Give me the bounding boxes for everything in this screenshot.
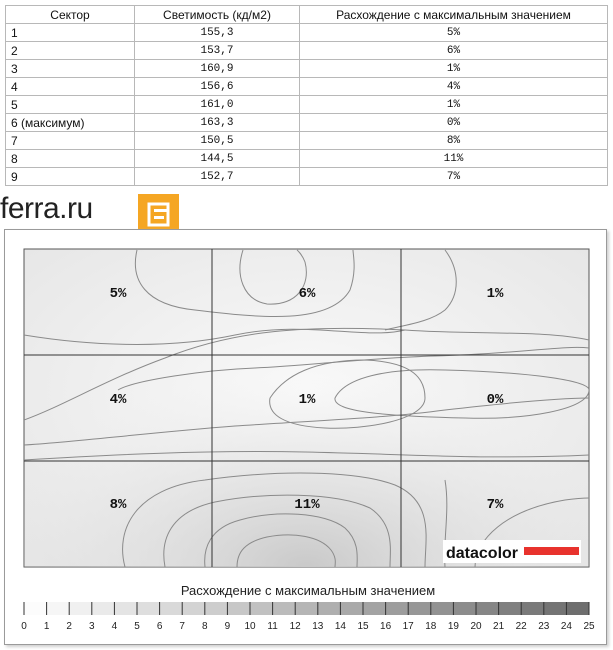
legend-tick-label: 10 [244, 621, 256, 632]
cell-luminance: 156,6 [135, 78, 300, 96]
table-row [6, 24, 608, 42]
cell-deviation: 8% [300, 132, 608, 150]
legend-swatch [182, 602, 205, 615]
legend-swatch [137, 602, 160, 615]
legend-tick-label: 13 [312, 621, 324, 632]
ferra-brand-text: ferra.ru [0, 192, 93, 225]
legend-tick-label: 11 [267, 621, 278, 632]
cell-luminance: 161,0 [135, 96, 300, 114]
legend-swatch [69, 602, 92, 615]
legend-swatch [521, 602, 544, 615]
cell-deviation: 0% [300, 114, 608, 132]
legend-tick-label: 0 [21, 621, 27, 632]
cell-sector: 3 [6, 60, 135, 78]
legend-tick-label: 24 [560, 621, 572, 632]
legend-swatch [295, 602, 318, 615]
header-luminance: Светимость (кд/м2) [135, 6, 300, 24]
sector-label-7: 8% [109, 497, 127, 513]
sector-label-9: 7% [486, 497, 504, 513]
legend-swatch [273, 602, 296, 615]
legend-tick-label: 18 [425, 621, 437, 632]
cell-deviation: 1% [300, 60, 608, 78]
legend-swatch [340, 602, 363, 615]
cell-sector: 7 [6, 132, 135, 150]
sector-label-1: 5% [109, 286, 127, 302]
table-header-row [6, 6, 608, 24]
cell-luminance: 163,3 [135, 114, 300, 132]
cell-deviation: 1% [300, 96, 608, 114]
cell-luminance: 160,9 [135, 60, 300, 78]
legend-tick-label: 21 [493, 621, 505, 632]
header-deviation: Расхождение с максимальным значением [300, 6, 608, 24]
cell-sector: 4 [6, 78, 135, 96]
legend-ticks [21, 621, 595, 632]
cell-deviation: 4% [300, 78, 608, 96]
header-sector: Сектор [6, 6, 135, 24]
legend-tick-label: 20 [470, 621, 482, 632]
legend-tick-label: 4 [111, 621, 118, 632]
legend-tick-label: 8 [202, 621, 208, 632]
legend-swatch [453, 602, 476, 615]
legend-swatch [160, 602, 183, 615]
cell-sector: 6 (максимум) [6, 114, 135, 132]
legend-tick-label: 12 [289, 621, 301, 632]
legend-swatch [24, 602, 47, 615]
sector-label-6: 0% [486, 392, 504, 408]
luminance-table [5, 5, 608, 186]
cell-luminance: 144,5 [135, 150, 300, 168]
cell-deviation: 5% [300, 24, 608, 42]
legend-swatch [499, 602, 522, 615]
legend-tick-label: 17 [402, 621, 414, 632]
table-row [6, 168, 608, 186]
cell-sector: 8 [6, 150, 135, 168]
table-row [6, 78, 608, 96]
table-row [6, 114, 608, 132]
sector-label-5: 1% [298, 392, 316, 408]
legend-tick-label: 22 [515, 621, 527, 632]
legend-tick-label: 14 [334, 621, 346, 632]
table-row [6, 132, 608, 150]
legend-swatch [250, 602, 273, 615]
legend-tick-label: 6 [156, 621, 163, 632]
legend-tick-label: 7 [179, 621, 185, 632]
legend-scale [24, 602, 589, 615]
legend-tick-label: 3 [89, 621, 95, 632]
legend-tick-label: 2 [66, 621, 72, 632]
legend-tick-label: 16 [380, 621, 392, 632]
legend-swatch [114, 602, 137, 615]
cell-sector: 1 [6, 24, 135, 42]
datacolor-logo-text: datacolor [446, 545, 519, 562]
cell-luminance: 152,7 [135, 168, 300, 186]
cell-luminance: 150,5 [135, 132, 300, 150]
cell-deviation: 7% [300, 168, 608, 186]
legend-swatch [408, 602, 431, 615]
sector-label-8: 11% [294, 497, 320, 513]
legend-swatch [227, 602, 250, 615]
legend-title: Расхождение с максимальным значением [180, 583, 436, 598]
cell-luminance: 153,7 [135, 42, 300, 60]
table-row [6, 150, 608, 168]
legend-tick-label: 19 [447, 621, 459, 632]
legend-swatch [566, 602, 589, 615]
legend-swatch [318, 602, 341, 615]
table-row [6, 42, 608, 60]
legend-swatch [363, 602, 386, 615]
cell-deviation: 11% [300, 150, 608, 168]
legend-tick-label: 23 [538, 621, 550, 632]
legend-tick-label: 5 [134, 621, 140, 632]
uniformity-chart [4, 229, 607, 645]
table-row [6, 60, 608, 78]
legend-tick-label: 1 [43, 621, 50, 632]
legend-swatch [476, 602, 499, 615]
legend-swatch [205, 602, 228, 615]
legend-tick-label: 15 [357, 621, 369, 632]
cell-sector: 2 [6, 42, 135, 60]
legend-tick-label: 9 [224, 621, 231, 632]
table-row [6, 96, 608, 114]
datacolor-logo [443, 540, 581, 563]
cell-luminance: 155,3 [135, 24, 300, 42]
sector-label-4: 4% [109, 392, 127, 408]
legend-swatch [431, 602, 454, 615]
legend-swatch [47, 602, 70, 615]
cell-deviation: 6% [300, 42, 608, 60]
legend-swatch [544, 602, 567, 615]
legend-swatch [92, 602, 115, 615]
legend-swatch [386, 602, 409, 615]
sector-label-3: 1% [486, 286, 504, 302]
sector-label-2: 6% [298, 286, 316, 302]
legend-tick-label: 25 [583, 621, 595, 632]
cell-sector: 5 [6, 96, 135, 114]
cell-sector: 9 [6, 168, 135, 186]
